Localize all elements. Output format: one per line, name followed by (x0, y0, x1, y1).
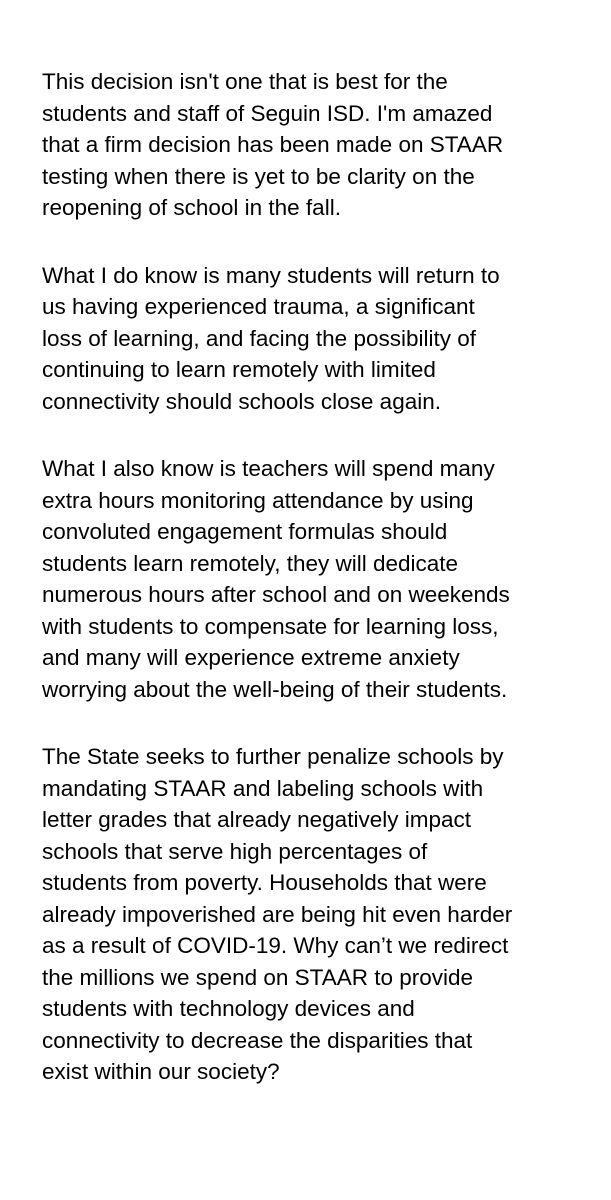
text-line: that a firm decision has been made on STAAR (42, 132, 504, 157)
text-line: exist within our society? (42, 1059, 280, 1084)
text-line: the millions we spend on STAAR to provide (42, 964, 474, 990)
paragraph-4 (42, 741, 589, 1088)
text-line: students with technology devices and (42, 996, 415, 1021)
paragraph-3 (42, 453, 589, 705)
text-line: us having experienced trauma, a significant (42, 294, 475, 319)
text-line: convoluted engagement formulas should (42, 519, 448, 544)
text-line: This decision isn't one that is best for the (42, 69, 448, 94)
text-line: mandating STAAR and labeling schools with (42, 775, 484, 801)
text-line: numerous hours after school and on weekends (42, 582, 510, 607)
text-line: reopening of school in the fall. (42, 195, 341, 220)
paragraph-1 (42, 66, 589, 224)
text-line: students from poverty. Households that were (42, 870, 487, 895)
text-line: What I do know is many students will return to (42, 262, 500, 288)
text-line: letter grades that already negatively impact (42, 807, 471, 832)
text-line: students learn remotely, they will dedicate (42, 550, 459, 576)
text-line: loss of learning, and facing the possibility of (42, 325, 477, 351)
text-line: What I also know is teachers will spend many (42, 456, 495, 481)
text-line: students and staff of Seguin ISD. I'm amazed (42, 100, 493, 126)
paragraph-2 (42, 260, 589, 418)
text-line: and many will experience extreme anxiety (42, 645, 460, 670)
text-line: connectivity to decrease the disparities that (42, 1027, 473, 1053)
text-line: worrying about the well-being of their students. (42, 676, 508, 702)
text-line: as a result of COVID-19. Why can’t we redirect (42, 933, 509, 958)
text-line: extra hours monitoring attendance by using (42, 487, 474, 513)
text-line: with students to compensate for learning loss, (42, 613, 499, 639)
text-line: The State seeks to further penalize schools by (42, 744, 504, 769)
text-line: connectivity should schools close again. (42, 388, 441, 414)
text-line: already impoverished are being hit even harder (42, 901, 513, 927)
text-line: schools that serve high percentages of (42, 838, 428, 864)
text-line: testing when there is yet to be clarity on the (42, 163, 475, 189)
text-line: continuing to learn remotely with limited (42, 357, 436, 382)
